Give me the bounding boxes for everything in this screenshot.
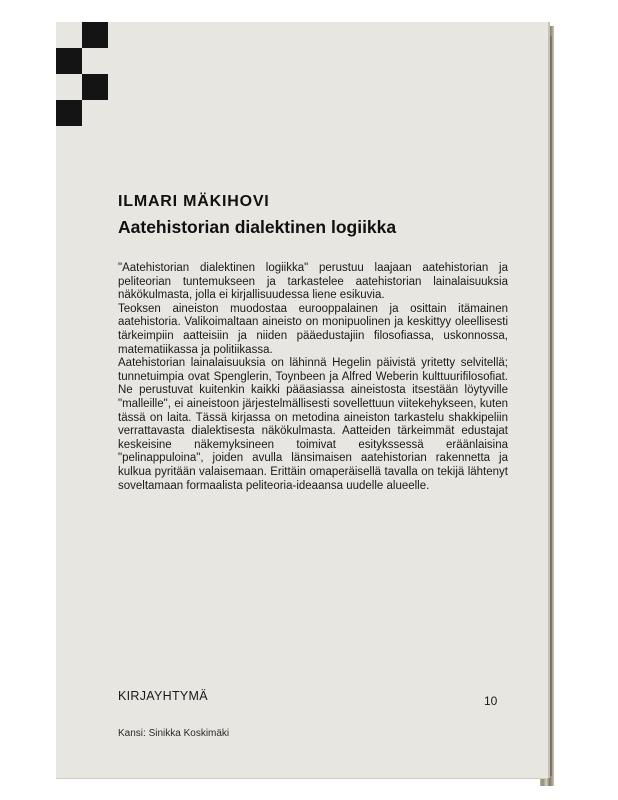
book-title: Aatehistorian dialektinen logiikka [118, 217, 397, 237]
checker-square [82, 22, 108, 48]
blurb-paragraph: Teoksen aineiston muodostaa eurooppalainen ja osittain itämainen aatehistoria. Valikoimaltaan aineisto on monipuolinen ja keskittyy oleellisesti tärkeimpiin aatteisiin ja niiden pääedustajiin filosofiassa, uskonnossa, matematiikassa ja politiikassa. [118, 302, 508, 356]
author-name: ILMARI MÄKIHOVI [118, 193, 270, 210]
series-number: 10 [484, 694, 498, 708]
checker-square [56, 100, 82, 126]
blurb-text [118, 262, 508, 493]
book-page-edge-shadow [548, 36, 552, 776]
checker-square [56, 48, 82, 74]
checker-square [82, 74, 108, 100]
blurb-paragraph: "Aatehistorian dialektinen logiikka" perustuu laajaan aatehistorian ja peliteorian tuntemukseen ja tarkastelee aatehistorian lainalaisuuksia näkökulmasta, jolla ei kirjallisuudessa liene esikuvia. [118, 262, 508, 302]
checkerboard-motif-icon [56, 22, 108, 128]
publisher-name: KIRJAYHTYMÄ [118, 689, 208, 703]
cover-credit: Kansi: Sinikka Koskimäki [118, 728, 230, 739]
blurb-paragraph: Aatehistorian lainalaisuuksia on lähinnä Hegelin päivistä yritetty selvitellä; tunnetuimpia ovat Spenglerin, Toynbeen ja Alfred Weberin kulttuurifilosofiat. Ne perustuvat kuitenkin kaikki pääasiassa aineistosta itsestään löytyville "malleille", ei aineistoon järjestelmällisesti sovellettuun viitekehykseen, kuten tässä on laita. Tässä kirjassa on metodina aineiston tarkastelu shakkipeliin verrattavasta dialektisesta näkökulmasta. Aatteiden tärkeimmät edustajat keskeisine näkemyksineen toimivat esitykssessä eräänlaisina "pelinappuloina", joiden avulla länsimaisen aatehistorian rakennetta ja kulkua pyritään valaisemaan. Erittäin omaperäisellä tavalla on tekijä lähtenyt soveltamaan formaalista peliteoria-ideaansa uudelle alueelle. [118, 357, 508, 492]
